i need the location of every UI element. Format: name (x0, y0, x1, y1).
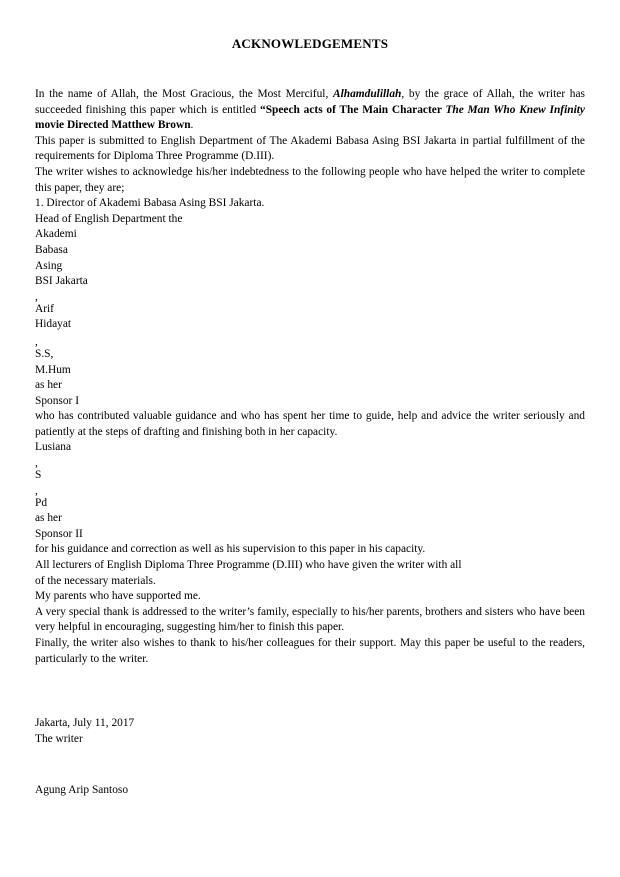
head-line: Asing (35, 259, 63, 272)
paper-title-part-a: “Speech acts of The Main Character (260, 103, 442, 116)
head-line: Akademi (35, 228, 77, 241)
intro-alhamdulillah: Alhamdulillah (332, 88, 402, 100)
sponsor1-degree (35, 347, 585, 378)
head-line: BSI Jakarta (35, 275, 88, 288)
paper-title-movie: The Man Who Knew Infinity (445, 103, 585, 116)
paper-title-part-b: movie Directed Matthew Brown (35, 119, 191, 132)
as-her-text: as her (35, 512, 62, 525)
intro-lead: In the name of Allah, the Most Gracious, the Most Merciful, (35, 88, 329, 100)
sponsor1-last-name: Hidayat (35, 318, 72, 331)
sponsor2-label: Sponsor II (35, 527, 83, 540)
as-her-text: as her (35, 379, 62, 392)
head-of-department (35, 212, 585, 290)
acknowledgements-body (35, 87, 585, 667)
parents-line: My parents who have supported me. (35, 590, 201, 603)
lecturers-line: All lecturers of English Diploma Three Programme (D.III) who have given the writer with all (35, 559, 462, 572)
separator-comma: , (35, 484, 38, 497)
lecturers-line: of the necessary materials. (35, 574, 156, 587)
separator-comma: , (35, 457, 38, 470)
sponsor2-name: Lusiana (35, 441, 72, 454)
sponsor1-name (35, 302, 585, 333)
separator-comma: , (35, 290, 38, 303)
intro-paragraph (35, 87, 585, 134)
sponsor1-degree-ss: S.S, (35, 347, 54, 360)
family-paragraph: A very special thank is addressed to the writer’s family, especially to his/her parents, brothers and sisters who have been very helpful in encouraging, suggesting him/her to finish this paper. (35, 605, 585, 634)
writer-label: The writer (35, 732, 83, 745)
indebtedness-paragraph: The writer wishes to acknowledge his/her indebtedness to the following people who have helped the writer to complete this paper, they are; (35, 165, 585, 194)
place-date: Jakarta, July 11, 2017 (35, 717, 135, 729)
sponsor2-degree-pd: Pd (35, 496, 48, 509)
separator-comma: , (35, 335, 38, 348)
intro-rest: , by the grace of Allah, the writer has succeeded finishing this paper which is entitled (35, 88, 585, 116)
sponsor1-description: who has contributed valuable guidance and who has spent her time to guide, help and advice the writer seriously and patiently at the steps of drafting and finishing both in her capacity. (35, 410, 585, 438)
sponsor2-description: for his guidance and correction as well as his supervision to this paper in his capacity. (35, 543, 426, 556)
page-title: ACKNOWLEDGEMENTS (231, 36, 389, 51)
closing-paragraph: Finally, the writer also wishes to thank to his/her colleagues for their support. May this paper be useful to the readers, particularly to the writer. (35, 637, 585, 665)
sponsor2-degree-s: S (35, 469, 42, 482)
author-name: Agung Arip Santoso (35, 784, 129, 796)
author-block (35, 783, 128, 799)
signature-block (35, 716, 134, 747)
list-item-director: 1. Director of Akademi Babasa Asing BSI Jakarta. (35, 197, 265, 210)
head-line: Babasa (35, 243, 68, 256)
sponsor1-first-name: Arif (35, 302, 54, 315)
submission-paragraph: This paper is submitted to English Department of The Akademi Babasa Asing BSI Jakarta in partial fulfillment of the requirements for Diploma Three Programme (D.III). (35, 134, 585, 163)
head-line: Head of English Department the (35, 212, 183, 225)
intro-end: . (190, 119, 194, 132)
sponsor1-degree-mhum: M.Hum (35, 363, 71, 376)
sponsor1-label: Sponsor I (35, 394, 79, 407)
